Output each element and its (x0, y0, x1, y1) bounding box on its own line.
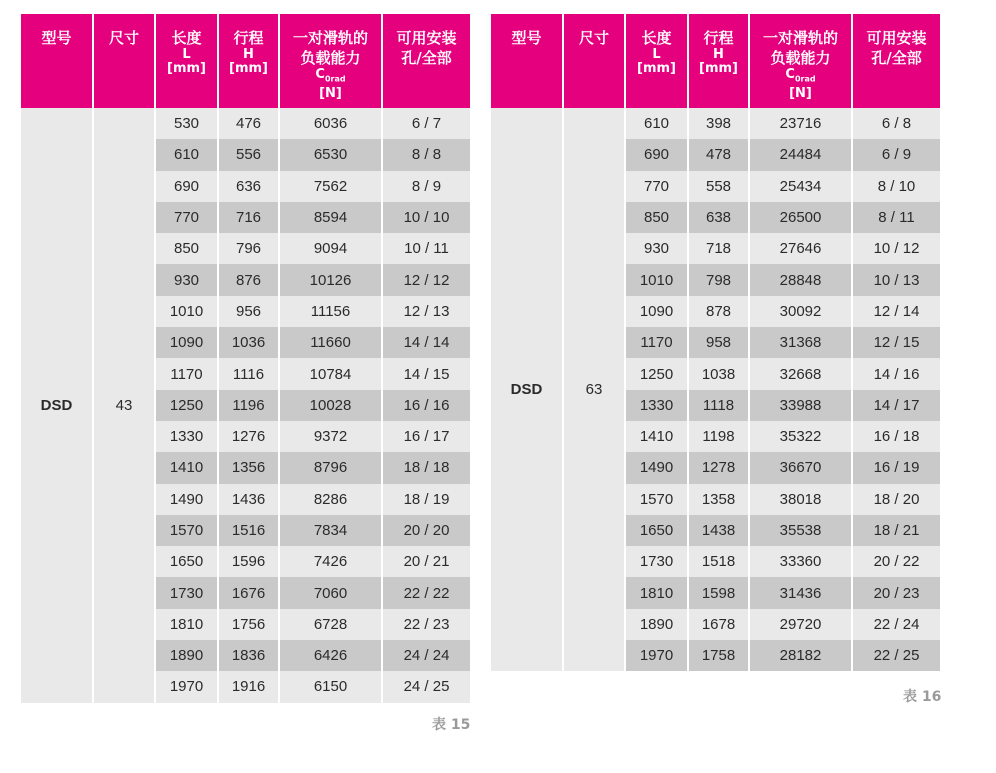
header-mounting-holes: 可用安装 孔/全部 (853, 14, 940, 108)
cell-stroke: 1116 (219, 358, 280, 389)
cell-stroke: 1358 (689, 484, 750, 515)
cell-length: 690 (626, 139, 689, 170)
cell-mounting-holes: 18 / 19 (383, 484, 470, 515)
table-15-body (21, 108, 470, 703)
cell-load-capacity: 33360 (750, 546, 853, 577)
header-length: 长度 L [mm] (626, 14, 689, 108)
table-15-caption: 表 15 (432, 717, 471, 733)
cell-load-capacity: 6150 (280, 671, 383, 702)
cell-stroke: 1436 (219, 484, 280, 515)
cell-load-capacity: 6036 (280, 108, 383, 139)
cell-mounting-holes: 16 / 16 (383, 390, 470, 421)
cell-load-capacity: 29720 (750, 609, 853, 640)
cell-mounting-holes: 12 / 15 (853, 327, 940, 358)
cell-length: 850 (156, 233, 219, 264)
cell-mounting-holes: 20 / 21 (383, 546, 470, 577)
cell-load-capacity: 8286 (280, 484, 383, 515)
cell-mounting-holes: 22 / 22 (383, 577, 470, 608)
cell-mounting-holes: 10 / 12 (853, 233, 940, 264)
cell-load-capacity: 6728 (280, 609, 383, 640)
cell-mounting-holes: 18 / 21 (853, 515, 940, 546)
cell-length: 1410 (156, 452, 219, 483)
cell-length: 1570 (156, 515, 219, 546)
cell-length: 1170 (156, 358, 219, 389)
cell-load-capacity: 36670 (750, 452, 853, 483)
cell-length: 1730 (626, 546, 689, 577)
cell-length: 1330 (156, 421, 219, 452)
cell-size: 63 (564, 108, 626, 671)
cell-stroke: 1438 (689, 515, 750, 546)
header-load-capacity: 一对滑轨的 负载能力 $C_{0rad}$ [N] (280, 14, 383, 108)
cell-length: 1890 (626, 609, 689, 640)
cell-load-capacity: 11156 (280, 296, 383, 327)
header-model: 型号 (21, 14, 94, 108)
cell-stroke: 1118 (689, 390, 750, 421)
cell-length: 1250 (156, 390, 219, 421)
cell-mounting-holes: 18 / 20 (853, 484, 940, 515)
cell-load-capacity: 30092 (750, 296, 853, 327)
cell-mounting-holes: 20 / 23 (853, 577, 940, 608)
header-model: 型号 (491, 14, 564, 108)
table-16-caption: 表 16 (903, 689, 942, 705)
cell-load-capacity: 7834 (280, 515, 383, 546)
cell-model: DSD (491, 108, 564, 671)
cell-stroke: 716 (219, 202, 280, 233)
cell-stroke: 1198 (689, 421, 750, 452)
cell-length: 1490 (626, 452, 689, 483)
cell-mounting-holes: 14 / 16 (853, 358, 940, 389)
cell-load-capacity: 35322 (750, 421, 853, 452)
cell-load-capacity: 11660 (280, 327, 383, 358)
cell-mounting-holes: 8 / 11 (853, 202, 940, 233)
header-stroke: 行程 H [mm] (219, 14, 280, 108)
cell-stroke: 1356 (219, 452, 280, 483)
cell-length: 1890 (156, 640, 219, 671)
cell-length: 1810 (156, 609, 219, 640)
cell-stroke: 1758 (689, 640, 750, 671)
cell-stroke: 476 (219, 108, 280, 139)
cell-length: 1410 (626, 421, 689, 452)
cell-mounting-holes: 22 / 24 (853, 609, 940, 640)
cell-load-capacity: 28848 (750, 264, 853, 295)
cell-mounting-holes: 10 / 11 (383, 233, 470, 264)
table-row (491, 108, 940, 139)
cell-mounting-holes: 16 / 18 (853, 421, 940, 452)
cell-load-capacity: 10784 (280, 358, 383, 389)
cell-load-capacity: 10028 (280, 390, 383, 421)
cell-load-capacity: 23716 (750, 108, 853, 139)
cell-length: 770 (156, 202, 219, 233)
cell-mounting-holes: 8 / 10 (853, 171, 940, 202)
cell-mounting-holes: 6 / 7 (383, 108, 470, 139)
cell-stroke: 1518 (689, 546, 750, 577)
cell-length: 1010 (156, 296, 219, 327)
cell-mounting-holes: 8 / 9 (383, 171, 470, 202)
cell-mounting-holes: 6 / 8 (853, 108, 940, 139)
cell-load-capacity: 10126 (280, 264, 383, 295)
cell-stroke: 478 (689, 139, 750, 170)
cell-stroke: 638 (689, 202, 750, 233)
cell-stroke: 558 (689, 171, 750, 202)
cell-stroke: 876 (219, 264, 280, 295)
cell-length: 1810 (626, 577, 689, 608)
cell-stroke: 636 (219, 171, 280, 202)
cell-length: 1090 (156, 327, 219, 358)
cell-mounting-holes: 20 / 22 (853, 546, 940, 577)
header-stroke: 行程 H [mm] (689, 14, 750, 108)
header-length: 长度 L [mm] (156, 14, 219, 108)
cell-length: 610 (156, 139, 219, 170)
cell-stroke: 798 (689, 264, 750, 295)
cell-stroke: 1836 (219, 640, 280, 671)
cell-mounting-holes: 12 / 12 (383, 264, 470, 295)
cell-load-capacity: 28182 (750, 640, 853, 671)
cell-load-capacity: 7426 (280, 546, 383, 577)
cell-stroke: 1916 (219, 671, 280, 702)
cell-length: 1650 (156, 546, 219, 577)
cell-mounting-holes: 10 / 13 (853, 264, 940, 295)
cell-length: 1970 (626, 640, 689, 671)
cell-length: 1730 (156, 577, 219, 608)
cell-length: 1090 (626, 296, 689, 327)
cell-load-capacity: 6530 (280, 139, 383, 170)
header-size: 尺寸 (94, 14, 156, 108)
cell-stroke: 556 (219, 139, 280, 170)
cell-load-capacity: 8594 (280, 202, 383, 233)
table-row (21, 108, 470, 139)
cell-stroke: 1196 (219, 390, 280, 421)
cell-mounting-holes: 20 / 20 (383, 515, 470, 546)
cell-load-capacity: 31436 (750, 577, 853, 608)
cell-load-capacity: 31368 (750, 327, 853, 358)
table-15-header (21, 14, 470, 108)
cell-length: 1970 (156, 671, 219, 702)
cell-length: 1170 (626, 327, 689, 358)
table-15 (21, 14, 470, 703)
cell-length: 1650 (626, 515, 689, 546)
cell-mounting-holes: 24 / 24 (383, 640, 470, 671)
cell-length: 930 (156, 264, 219, 295)
cell-mounting-holes: 14 / 14 (383, 327, 470, 358)
cell-stroke: 1036 (219, 327, 280, 358)
cell-stroke: 1278 (689, 452, 750, 483)
cell-mounting-holes: 12 / 14 (853, 296, 940, 327)
cell-load-capacity: 7060 (280, 577, 383, 608)
cell-stroke: 796 (219, 233, 280, 264)
cell-stroke: 956 (219, 296, 280, 327)
cell-stroke: 1756 (219, 609, 280, 640)
cell-length: 1250 (626, 358, 689, 389)
cell-stroke: 398 (689, 108, 750, 139)
cell-stroke: 1596 (219, 546, 280, 577)
cell-mounting-holes: 16 / 19 (853, 452, 940, 483)
header-mounting-holes: 可用安装 孔/全部 (383, 14, 470, 108)
table-16 (491, 14, 940, 671)
cell-length: 610 (626, 108, 689, 139)
cell-length: 1330 (626, 390, 689, 421)
cell-mounting-holes: 12 / 13 (383, 296, 470, 327)
cell-stroke: 1678 (689, 609, 750, 640)
cell-mounting-holes: 14 / 15 (383, 358, 470, 389)
cell-mounting-holes: 14 / 17 (853, 390, 940, 421)
cell-stroke: 1516 (219, 515, 280, 546)
cell-load-capacity: 8796 (280, 452, 383, 483)
cell-stroke: 958 (689, 327, 750, 358)
table-16-body (491, 108, 940, 671)
cell-load-capacity: 24484 (750, 139, 853, 170)
cell-mounting-holes: 22 / 23 (383, 609, 470, 640)
cell-mounting-holes: 22 / 25 (853, 640, 940, 671)
cell-length: 1490 (156, 484, 219, 515)
cell-load-capacity: 7562 (280, 171, 383, 202)
cell-load-capacity: 32668 (750, 358, 853, 389)
cell-length: 1010 (626, 264, 689, 295)
cell-mounting-holes: 10 / 10 (383, 202, 470, 233)
cell-length: 930 (626, 233, 689, 264)
cell-mounting-holes: 24 / 25 (383, 671, 470, 702)
cell-mounting-holes: 6 / 9 (853, 139, 940, 170)
cell-mounting-holes: 18 / 18 (383, 452, 470, 483)
cell-length: 770 (626, 171, 689, 202)
cell-stroke: 1038 (689, 358, 750, 389)
cell-mounting-holes: 8 / 8 (383, 139, 470, 170)
cell-length: 690 (156, 171, 219, 202)
header-load-capacity: 一对滑轨的 负载能力 $C_{0rad}$ [N] (750, 14, 853, 108)
cell-load-capacity: 35538 (750, 515, 853, 546)
cell-length: 530 (156, 108, 219, 139)
cell-stroke: 1276 (219, 421, 280, 452)
cell-model: DSD (21, 108, 94, 703)
cell-load-capacity: 6426 (280, 640, 383, 671)
cell-load-capacity: 9094 (280, 233, 383, 264)
cell-stroke: 718 (689, 233, 750, 264)
header-size: 尺寸 (564, 14, 626, 108)
cell-stroke: 878 (689, 296, 750, 327)
cell-load-capacity: 9372 (280, 421, 383, 452)
cell-mounting-holes: 16 / 17 (383, 421, 470, 452)
cell-size: 43 (94, 108, 156, 703)
cell-load-capacity: 26500 (750, 202, 853, 233)
cell-stroke: 1598 (689, 577, 750, 608)
cell-length: 1570 (626, 484, 689, 515)
table-16-header (491, 14, 940, 108)
cell-stroke: 1676 (219, 577, 280, 608)
cell-length: 850 (626, 202, 689, 233)
cell-load-capacity: 38018 (750, 484, 853, 515)
cell-load-capacity: 25434 (750, 171, 853, 202)
cell-load-capacity: 33988 (750, 390, 853, 421)
cell-load-capacity: 27646 (750, 233, 853, 264)
